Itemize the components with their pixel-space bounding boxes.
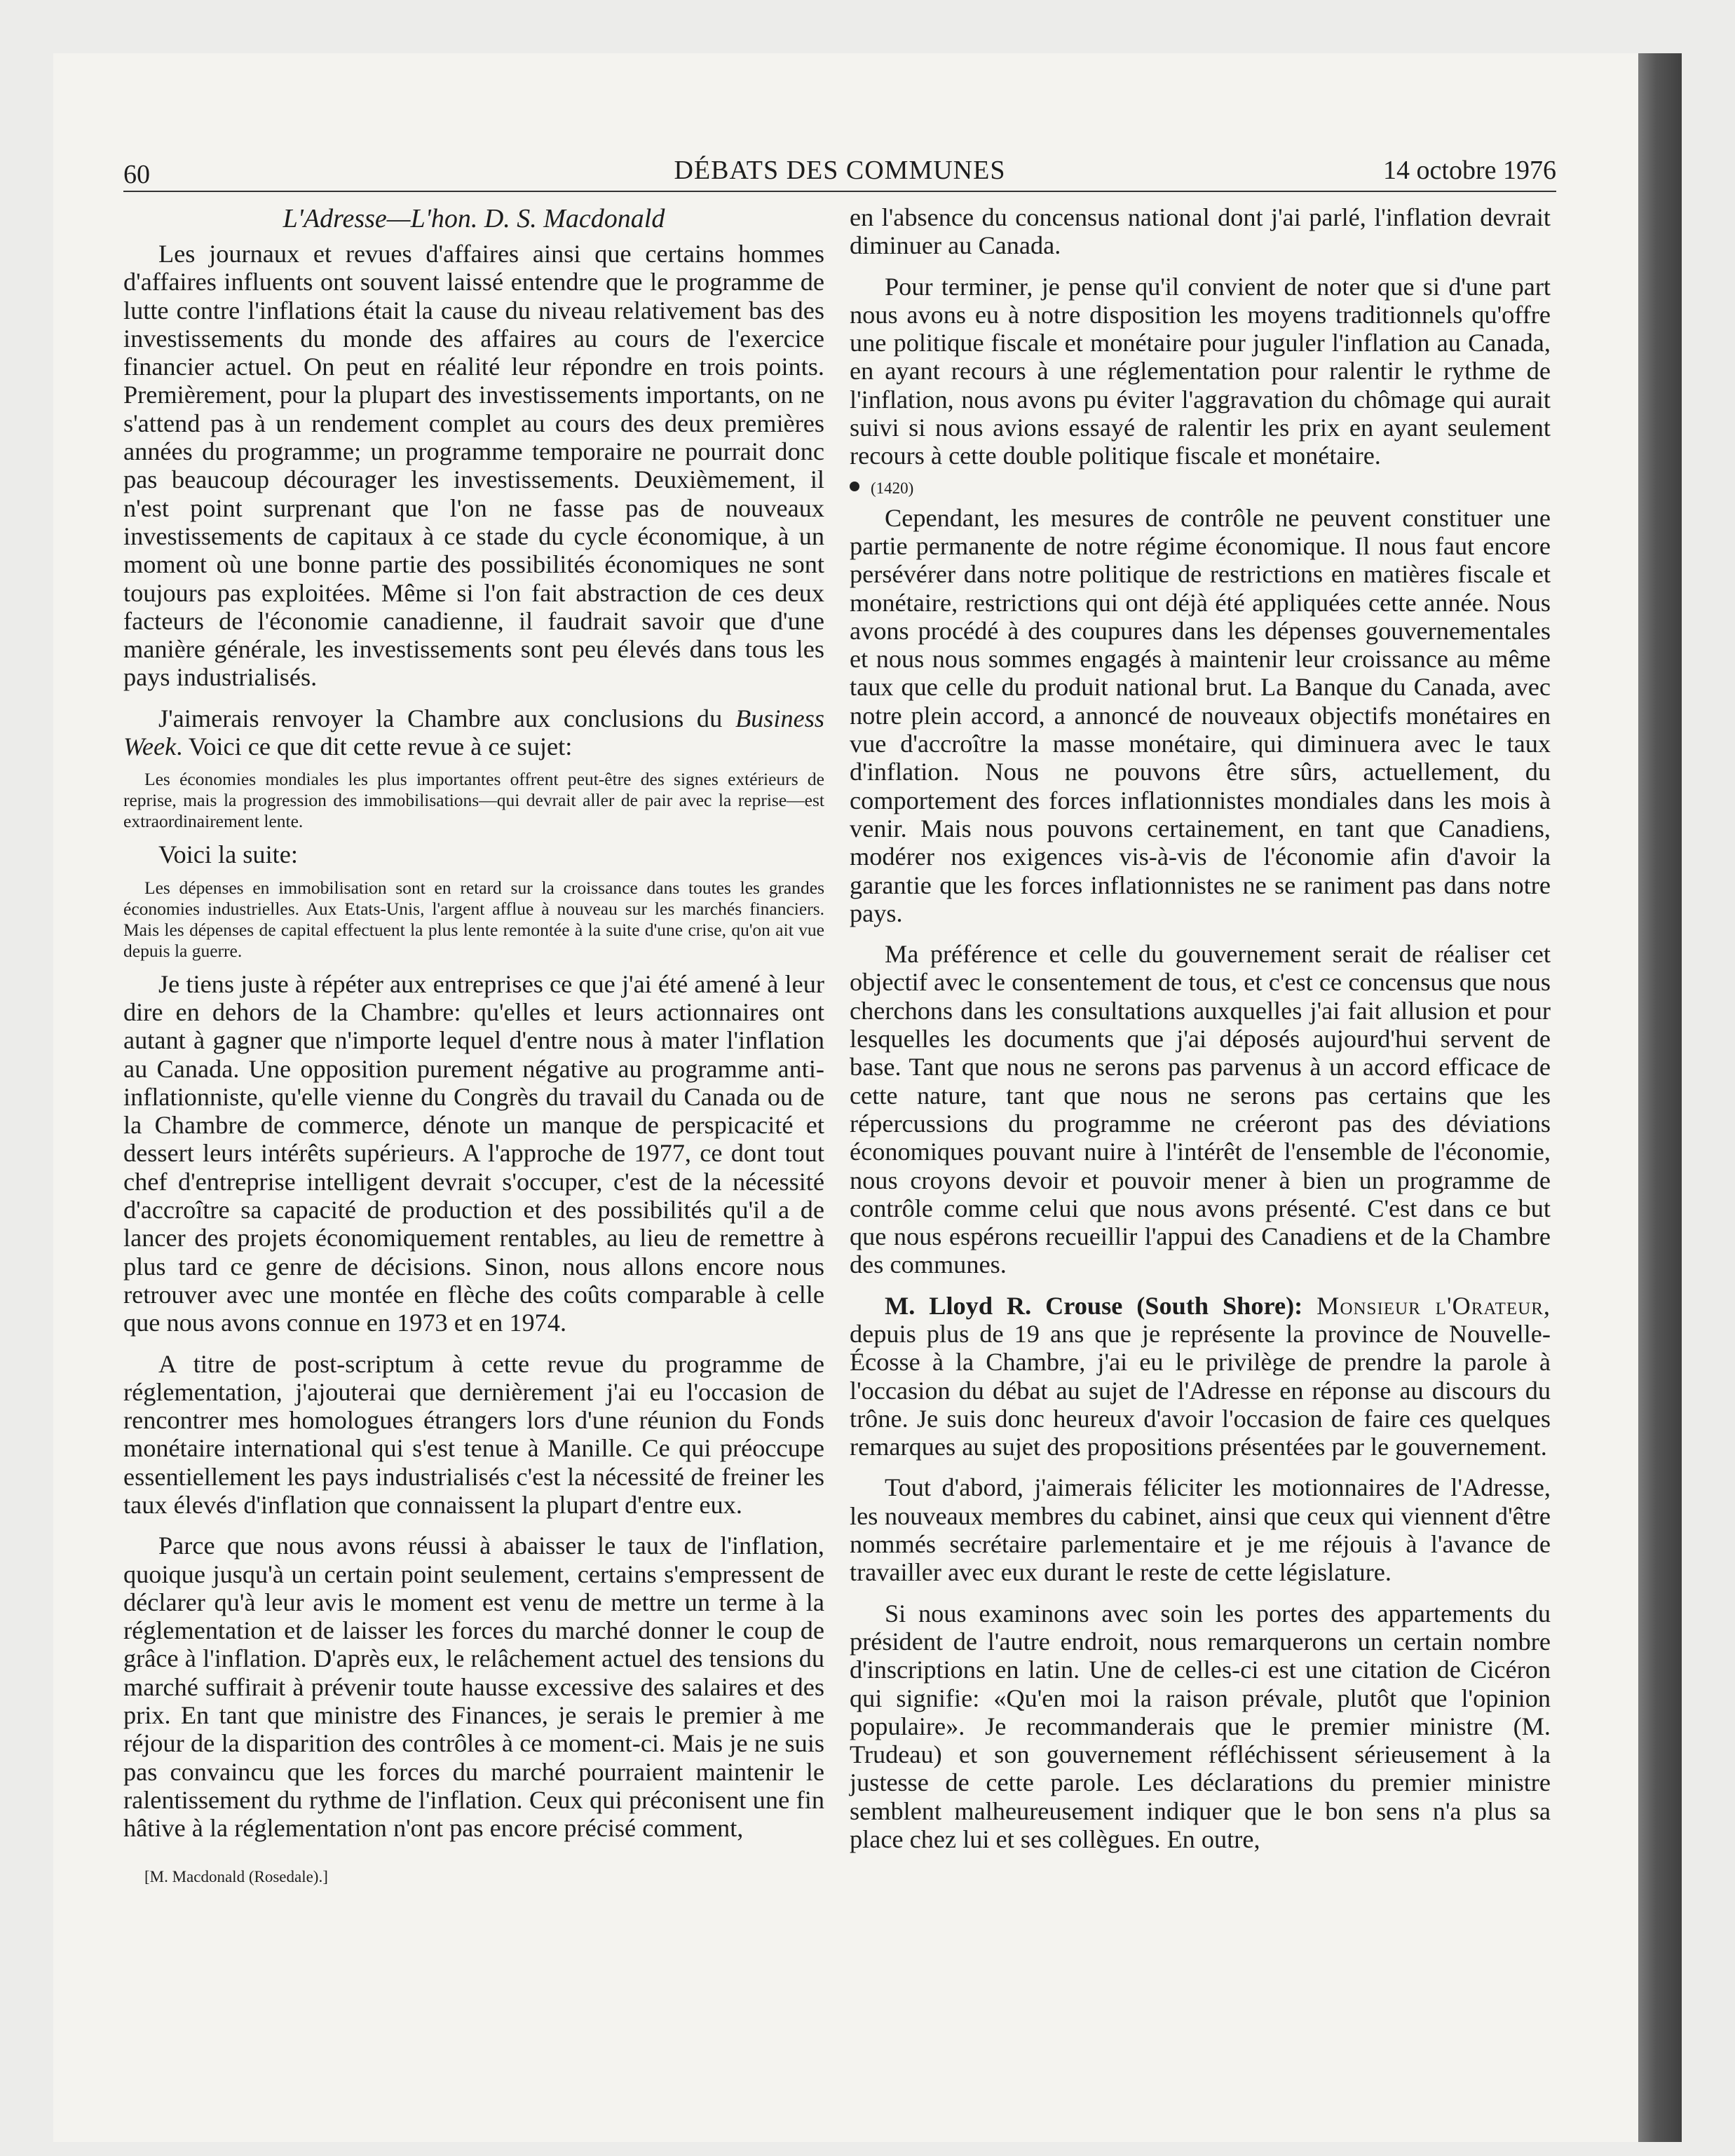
- paragraph: Cependant, les mesures de contrôle ne peuvent constituer une partie permanente de notre régime économique. Il nous faut encore persévérer dans notre politique de restrictions en matières fiscale et monétaire, restrictions qui ont déjà été appliquées cette année. Nous avons procédé à des coupures dans les dépenses gouvernementales et nous nous sommes engagés à maintenir leur croissance au même taux que celle du produit national brut. La Banque du Canada, avec notre plein accord, a annoncé de nouveaux objectifs monétaires en vue d'accroître la masse monétaire, qui diminuera avec le taux d'inflation. Nous ne pouvons être sûrs, actuellement, du comportement des forces inflationnistes mondiales dans les mois à venir. Mais nous pouvons certainement, en tant que Canadiens, modérer nos exigences vis-à-vis de l'économie afin d'avoir la garantie que les forces inflationnistes ne se raniment pas dans notre pays.: [850, 503, 1551, 927]
- paragraph: Pour terminer, je pense qu'il convient de noter que si d'une part nous avons eu à notre disposition les moyens traditionnels qu'offre une politique fiscale et monétaire pour juguler l'inflation au Canada, en ayant recours à une réglementation pour ralentir le rythme de l'inflation, nous avons pu éviter l'aggravation du chômage qui aurait suivi si nous avions essayé de ralentir les prix en ayant seulement recours à cette double politique fiscale et monétaire.: [850, 272, 1551, 470]
- text-run: J'aimerais renvoyer la Chambre aux conclusions du: [158, 704, 735, 732]
- publication-title: DÉBATS DES COMMUNES: [674, 156, 1006, 185]
- paragraph: Tout d'abord, j'aimerais féliciter les motionnaires de l'Adresse, les nouveaux membres du cabinet, ainsi que ceux qui viennent d'être nommés secrétaire parlementaire et je me réjouis à l'avance de travailler avec eux durant le reste de cette législature.: [850, 1473, 1551, 1587]
- paragraph: Je tiens juste à répéter aux entreprises ce que j'ai été amené à leur dire en dehors de la Chambre: qu'elles et leurs actionnaires ont autant à gagner que n'importe lequel d'entre nous à mater l'inflation au Canada. Une opposition purement négative au programme anti-inflationniste, qu'elle vienne du Congrès du travail du Canada ou de la Chambre de commerce, dénote un manque de perspicacité et dessert leurs intérêts supérieurs. A l'approche de 1977, ce dont tout chef d'entreprise intelligent devrait s'occuper, c'est de la nécessité d'accroître sa capacité de production et des possibilités qu'il a de lancer des projets économiquement rentables, au lieu de remettre à plus tard ce genre de décisions. Sinon, nous allons encore nous retrouver avec une montée en flèche des coûts comparable à celle que nous avons connue en 1973 et en 1974.: [123, 969, 824, 1337]
- paragraph: Ma préférence et celle du gouvernement serait de réaliser cet objectif avec le consentement de tous, et c'est ce concensus que nous cherchons dans les consultations auxquelles j'ai fait allusion et pour lesquelles les documents que j'ai déposés aujourd'hui servent de base. Tant que nous ne serons pas parvenus à un accord efficace de cette nature, tant que nous ne serons pas certains que les répercussions du programme ne créeront pas des déviations économiques pouvant nuire à l'intérêt de l'ensemble de l'économie, nous croyons devoir et pouvoir mener à bien un programme de contrôle comme celui que nous avons présenté. C'est dans ce but que nous espérons recueillir l'appui des Canadiens et de la Chambre des communes.: [850, 940, 1551, 1279]
- running-head: L'Adresse—L'hon. D. S. Macdonald: [283, 204, 665, 233]
- block-quote: Les dépenses en immobilisation sont en retard sur la croissance dans toutes les grandes économies industrielles. Aux Etats-Unis, l'argent afflue à nouveau sur les marchés financiers. Mais les dépenses de capital effectuent la plus lente remontée à la suite d'une crise, qu'on ait vue depuis la guerre.: [123, 877, 824, 961]
- speaker-signoff: [M. Macdonald (Rosedale).]: [144, 1867, 328, 1885]
- right-column: [850, 203, 1551, 1853]
- text-run: . Voici ce que dit cette revue à ce sujet:: [176, 732, 573, 761]
- speech-start: [850, 1292, 1551, 1461]
- paragraph: Voici la suite:: [158, 840, 298, 869]
- paragraph: Parce que nous avons réussi à abaisser le taux de l'inflation, quoique jusqu'à un certain point seulement, certains s'empressent de déclarer qu'à leur avis le moment est venu de mettre un terme à la réglementation et de laisser les forces du marché donner le coup de grâce à l'inflation. D'après eux, le relâchement actuel des tensions du marché suffirait à prévenir toute hausse excessive des salaires et des prix. En tant que ministre des Finances, je serais le premier à me réjour de la disparition des contrôles à ce moment-ci. Mais je ne suis pas convaincu que les forces du marché pourraient maintenir le ralentissement du rythme de l'inflation. Ceux qui préconisent une fin hâtive à la réglementation n'ont pas encore précisé comment,: [123, 1531, 824, 1843]
- paragraph: A titre de post-scriptum à cette revue du programme de réglementation, j'ajouterai que dernièrement j'ai eu l'occasion de rencontrer mes homologues étrangers lors d'une réunion du Fonds monétaire international qui s'est tenue à Manille. Ce qui préoccupe essentiellement les pays industrialisés c'est la nécessité de freiner les taux élevés d'inflation que connaissent la plupart d'entre eux.: [123, 1349, 824, 1519]
- bullet-icon: [850, 482, 859, 491]
- paragraph: en l'absence du concensus national dont j'ai parlé, l'inflation devrait diminuer au Canada.: [850, 203, 1551, 260]
- publication-name: Business Week: [123, 704, 824, 761]
- paragraph: [123, 704, 824, 761]
- time-label: (1420): [871, 479, 914, 497]
- header-rule: [123, 191, 1556, 192]
- block-quote: Les économies mondiales les plus importantes offrent peut-être des signes extérieurs de reprise, mais la progression des immobilisations—qui devrait aller de pair avec la reprise—est extraordinairement lente.: [123, 769, 824, 832]
- paragraph: Les journaux et revues d'affaires ainsi que certains hommes d'affaires influents ont souvent laissé entendre que le programme de lutte contre l'inflations était la cause du niveau relativement bas des investissements du monde des affaires au cours de l'exercice financier actuel. On peut en réalité leur répondre en trois points. Premièrement, pour la plupart des investissements importants, on ne s'attend pas à un rendement complet au cours des deux premières années du programme; un programme temporaire ne pourrait donc pas beaucoup décourager les investissements. Deuxièmement, il n'est point surprenant que l'on ne fasse pas de nouveaux investissements de capitaux à ce stade du cycle économique, à un moment où une bonne partie des possibilités économiques ne sont toujours pas exploitées. Même si l'on fait abstraction de ces deux facteurs de l'économie canadienne, il faudrait savoir que d'une manière générale, les investissements sont peu élevés dans tous les pays industrialisés.: [123, 240, 824, 692]
- text-run: depuis plus de 19 ans que je représente la province de Nouvelle-Écosse à la Chambre, j'ai eu le privilège de prendre la parole à l'occasion du débat au sujet de l'Adresse en réponse au discours du trône. Je suis donc heureux d'avoir l'occasion de faire ces quelques remarques au sujet des propositions présentées par le gouvernement.: [850, 1319, 1551, 1461]
- page-header: [123, 153, 1556, 193]
- header-date: 14 octobre 1976: [1383, 156, 1556, 185]
- left-column: [123, 203, 824, 1888]
- scan-edge-shadow: [1638, 53, 1682, 2142]
- paragraph: Si nous examinons avec soin les portes des appartements du président de l'autre endroit, nous remarquerons un certain nombre d'inscriptions en latin. Une de celles-ci est une citation de Cicéron qui signifie: «Qu'en moi la raison prévale, plutôt que l'opinion populaire». Je recommanderais que le premier ministre (M. Trudeau) et son gouvernement réfléchissent sérieusement à la justesse de cette parole. Les déclarations du premier ministre semblent malheureusement indiquer que le bon sens n'a plus sa place chez lui et ses collègues. En outre,: [850, 1599, 1551, 1854]
- page-number: 60: [123, 160, 150, 189]
- speaker-name: M. Lloyd R. Crouse (South Shore):: [885, 1291, 1303, 1320]
- speaker-lead: Monsieur l'Orateur,: [1316, 1291, 1551, 1320]
- time-marker: [850, 475, 1551, 503]
